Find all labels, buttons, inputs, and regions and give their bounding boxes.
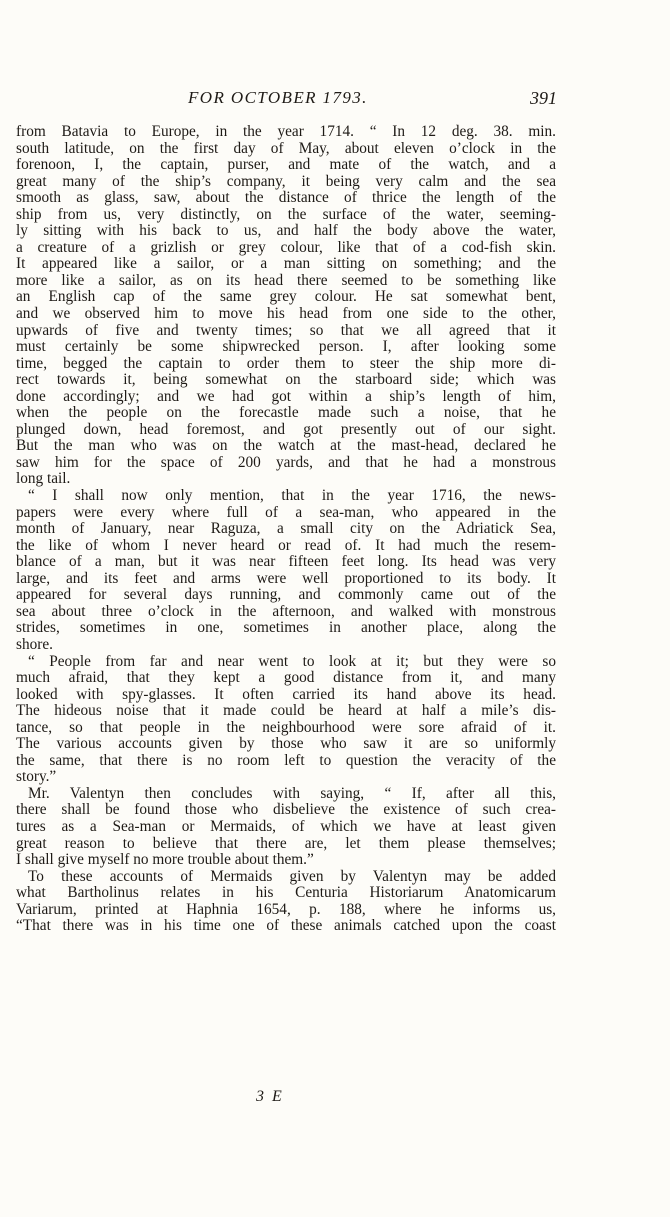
text-line: plunged down, head foremost, and got presently out of our sight. xyxy=(16,421,556,438)
text-line: forenoon, I, the captain, purser, and mate of the watch, and a xyxy=(16,157,556,174)
text-line: ship from us, very distinctly, on the surface of the water, seeming- xyxy=(16,206,556,223)
text-line: when the people on the forecastle made such a noise, that he xyxy=(16,405,556,422)
text-line: large, and its feet and arms were well proportioned to its body. It xyxy=(16,570,556,587)
text-line: month of January, near Raguza, a small city on the Adriatick Sea, xyxy=(16,521,556,538)
text-line: looked with spy-glasses. It often carried its hand above its head. xyxy=(16,686,556,703)
text-line: from Batavia to Europe, in the year 1714. “ In 12 deg. 38. min. xyxy=(16,124,556,140)
text-line: must certainly be some shipwrecked person. I, after looking some xyxy=(16,339,556,356)
text-line: blance of a man, but it was near fifteen feet long. Its head was very xyxy=(16,554,556,571)
text-line: smooth as glass, saw, about the distance of thrice the length of the xyxy=(16,190,556,207)
text-line: ly sitting with his back to us, and half the body above the water, xyxy=(16,223,556,240)
text-line: shore. xyxy=(16,636,53,653)
text-line: a creature of a grizlish or grey colour, like that of a cod-fish skin. xyxy=(16,239,556,256)
text-line: “ People from far and near went to look at it; but they were so xyxy=(28,653,556,670)
text-line: time, begged the captain to order them to steer the ship more di- xyxy=(16,355,556,372)
text-line: “That there was in his time one of these animals catched upon the coast xyxy=(16,918,556,935)
text-line: an English cap of the same grey colour. He sat somewhat bent, xyxy=(16,289,556,306)
text-line: rect towards it, being somewhat on the starboard side; which was xyxy=(16,372,556,389)
text-line: The hideous noise that it made could be heard at half a mile’s dis- xyxy=(16,703,556,720)
text-line: there shall be found those who disbelieve the existence of such crea- xyxy=(16,802,556,819)
text-line: tance, so that people in the neighbourhood were sore afraid of it. xyxy=(16,719,556,736)
text-line: great many of the ship’s company, it being very calm and the sea xyxy=(16,173,556,190)
text-line: what Bartholinus relates in his Centuria Historiarum Anatomicarum xyxy=(16,885,556,902)
text-line: the like of whom I never heard or read of. It had much the resem- xyxy=(16,537,556,554)
text-line: and we observed him to move his head from one side to the other, xyxy=(16,306,556,323)
text-line: I shall give myself no more trouble about them.” xyxy=(16,852,314,869)
text-line: appeared for several days running, and commonly came out of the xyxy=(16,587,556,604)
text-line: done accordingly; and we had got within a ship’s length of him, xyxy=(16,388,556,405)
text-line: It appeared like a sailor, or a man sitting on something; and the xyxy=(16,256,556,273)
text-line: sea about three o’clock in the afternoon, and walked with monstrous xyxy=(16,603,556,620)
text-line: more like a sailor, as on its head there seemed to be something like xyxy=(16,272,556,289)
text-line: strides, sometimes in one, sometimes in another place, along the xyxy=(16,620,556,637)
text-line: “ I shall now only mention, that in the year 1716, the news- xyxy=(28,488,556,505)
text-line: much afraid, that they kept a good distance from it, and many xyxy=(16,670,556,687)
text-line: tures as a Sea-man or Mermaids, of which we have at least given xyxy=(16,818,556,835)
text-line: south latitude, on the first day of May, about eleven o’clock in the xyxy=(16,140,556,157)
text-line: papers were every where full of a sea-man, who appeared in the xyxy=(16,504,556,521)
text-line: To these accounts of Mermaids given by Valentyn may be added xyxy=(28,868,556,885)
text-line: Mr. Valentyn then concludes with saying, “ If, after all this, xyxy=(28,785,556,802)
text-line: But the man who was on the watch at the mast-head, declared he xyxy=(16,438,556,455)
printer-signature-mark: 3 E xyxy=(256,1088,284,1105)
text-line: upwards of five and twenty times; so that we all agreed that it xyxy=(16,322,556,339)
text-line: long tail. xyxy=(16,471,71,488)
running-head: FOR OCTOBER 1793. xyxy=(188,88,368,107)
text-line: story.” xyxy=(16,769,57,786)
page-number: 391 xyxy=(530,88,557,108)
text-line: great reason to believe that there are, let them please themselves; xyxy=(16,835,556,852)
text-line: saw him for the space of 200 yards, and that he had a monstrous xyxy=(16,454,556,471)
text-line: The various accounts given by those who saw it are so uniformly xyxy=(16,736,556,753)
body-text xyxy=(16,124,556,935)
text-line: Variarum, printed at Haphnia 1654, p. 188, where he informs us, xyxy=(16,901,556,918)
text-line: the same, that there is no room left to question the veracity of the xyxy=(16,752,556,769)
